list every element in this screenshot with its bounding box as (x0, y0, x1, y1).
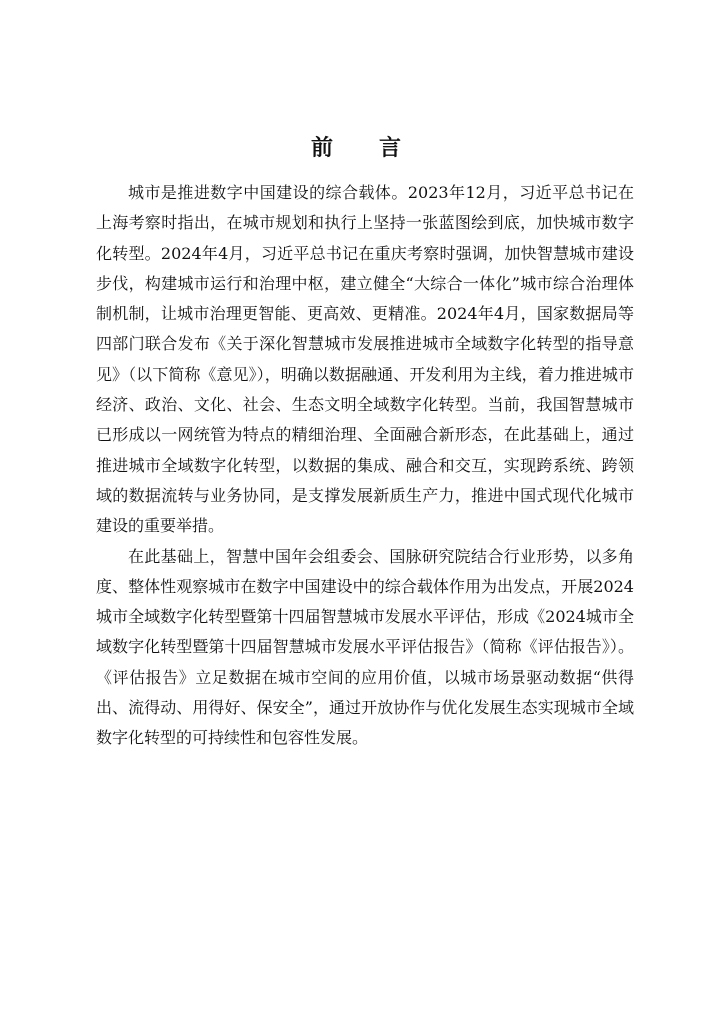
document-title: 前 言 (310, 136, 413, 161)
paragraph-1: 城市是推进数字中国建设的综合载体。2023年12月，习近平总书记在上海考察时指出，在城市规划和执行上坚持一张蓝图绘到底，加快城市数字化转型。2024年4月，习近平总书记在重庆考察时强调，加快智慧城市建设步伐，构建城市运行和治理中枢，建立健全“大综合一体化”城市综合治理体制机制，让城市治理更智能、更高效、更精准。2024年4月，国家数据局等四部门联合发布《关于深化智慧城市发展推进城市全域数字化转型的指导意见》（以下简称《意见》），明确以数据融通、开发利用为主线，着力推进城市经济、政治、文化、社会、生态文明全域数字化转型。当前，我国智慧城市已形成以一网统管为特点的精细治理、全面融合新形态，在此基础上，通过推进城市全域数字化转型，以数据的集成、融合和交互，实现跨系统、跨领域的数据流转与业务协同，是支撑发展新质生产力，推进中国式现代化城市建设的重要举措。 (96, 183, 634, 536)
document-body (96, 178, 634, 754)
paragraph-2: 在此基础上，智慧中国年会组委会、国脉研究院结合行业形势，以多角度、整体性观察城市在数字中国建设中的综合载体作用为出发点，开展2024城市全域数字化转型暨第十四届智慧城市发展水平评估，形成《2024城市全域数字化转型暨第十四届智慧城市发展水平评估报告》（简称《评估报告》）。《评估报告》立足数据在城市空间的应用价值，以城市场景驱动数据“供得出、流得动、用得好、保安全”，通过开放协作与优化发展生态实现城市全域数字化转型的可持续性和包容性发展。 (96, 546, 634, 748)
